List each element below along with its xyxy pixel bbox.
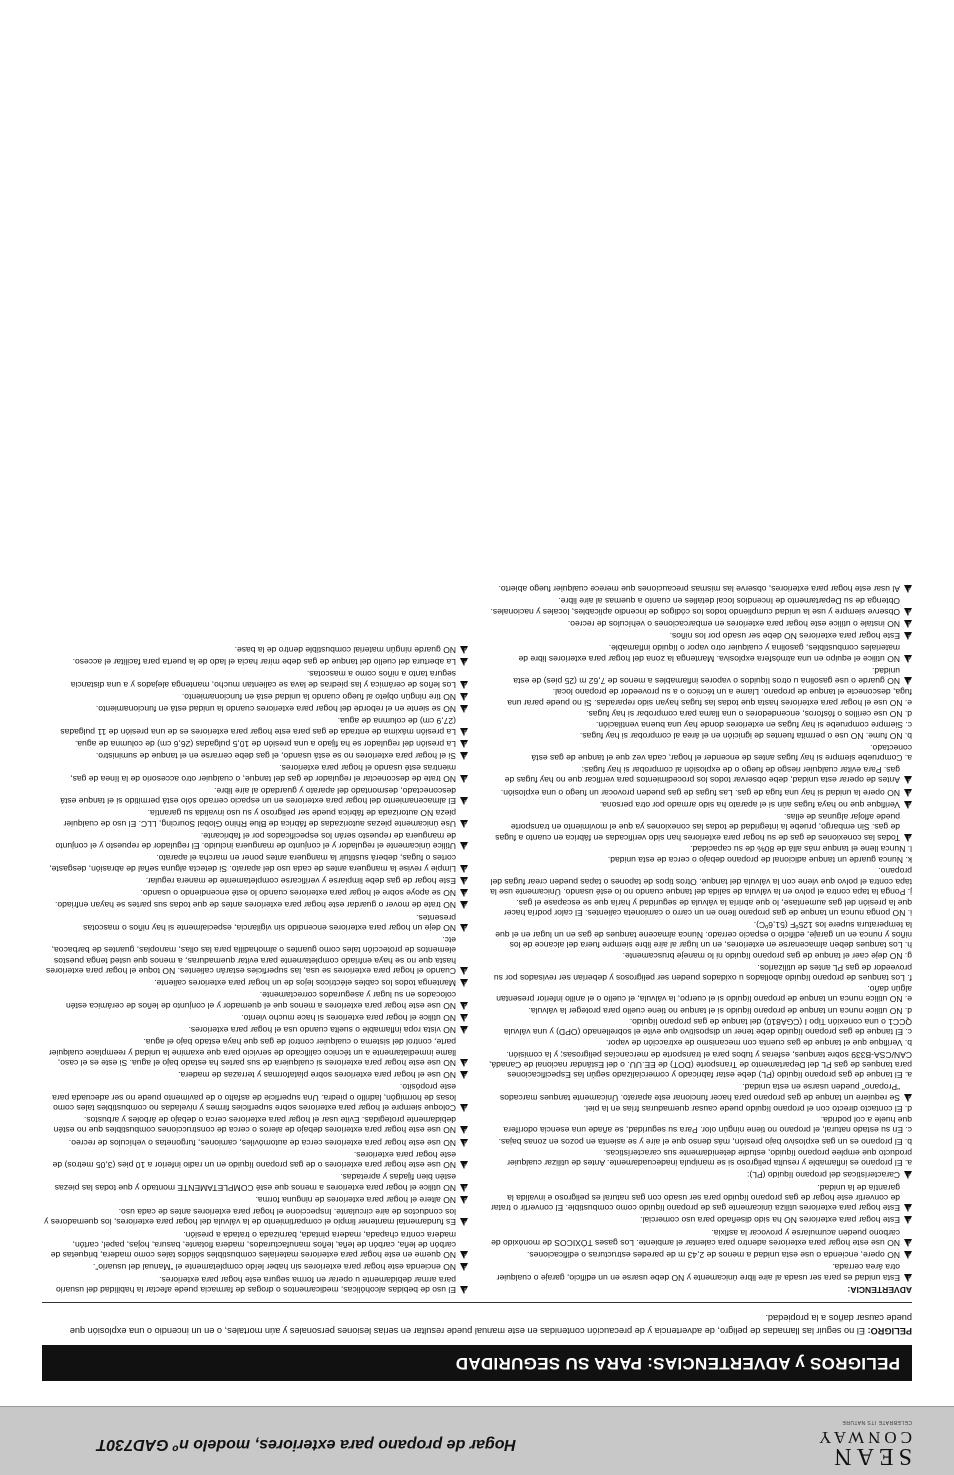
warning-text: NO guarde o use gasolina u otros líquidos o vapores inflamables a menos de 7,62 m (25 pies) de esta unidad. [513,666,900,687]
warning-text: Los leños de cerámica y las piedras de lava se calientan mucho, mantenga alejados y a una distancia segura tanto a niños como a mascotas. [70,669,456,690]
warning-text: NO se siente en el reborde del hogar para exteriores cuando la unidad está en funcionamiento. [95,704,456,715]
warning-text: Limpie y revise la manguera antes de cada uso del aparato. Si detecta alguna señal de abrasión, desgaste, cortes o fugas, deberá sustituir la manguera antes poner en marcha el aparato. [49,853,456,874]
brand-logo [814,1413,912,1469]
warning-item [44,808,468,829]
warning-item [488,1215,912,1225]
warning-item [44,1172,468,1193]
warning-triangle-icon [460,1059,468,1067]
warning-item [488,1170,912,1180]
warning-item [44,1262,468,1272]
warning-triangle-icon [904,1239,912,1247]
warning-text: NO use el hogar para exteriores sobre plataformas y terrazas de madera. [178,1070,456,1081]
warning-triangle-icon [904,789,912,797]
warning-item [44,935,468,976]
warning-triangle-icon [460,693,468,701]
warning-text: i. NO ponga nunca un tanque de gas propano lleno en un carro o camioneta calientes. El calor podría hacer que la presión del gas aumentase, lo que abriría la válvula de seguridad y haría que se escapase el gas. [503,898,912,919]
warning-triangle-icon [460,924,468,932]
warning-triangle-icon [904,777,912,785]
warning-text: La presión máxima de entrada de gas para este hogar para exteriores es de una presión de 11 pulgadas (27,9 cm) de columna de agua. [60,716,456,737]
warning-item [44,669,468,690]
warning-triangle-icon [904,632,912,640]
warning-text: Al usar este hogar para exteriores, observe las mismas precauciones que merece cualquier fuego abierto. [498,584,900,595]
warning-subitem [488,1148,912,1169]
warning-text: Mantenga todos los cables eléctricos lejos de un hogar para exteriores caliente. [154,978,456,989]
warning-triangle-icon [904,1251,912,1259]
warning-item [44,900,468,910]
warning-subitem [488,844,912,854]
warning-item [44,990,468,1011]
warning-subitem [488,963,912,984]
warning-text: NO queme en este hogar para exteriores materiales combustibles sólidos tales como madera, briquetas de carbón de leña, carbón de leña, leños manufacturados, madera flotante, basura, hojas, papel, cartón, madera contra chapada, madera pintada, barnizada o tratada a presión. [50,1229,456,1261]
warning-item [44,692,468,702]
warning-text: NO utilice el hogar para exteriores a menos que esté COMPLETAMENTE montado y que todas las piezas estén bien fijadas y apretadas. [54,1172,456,1193]
warning-triangle-icon [460,740,468,748]
warning-item [488,1262,912,1283]
warning-item [44,751,468,761]
warning-text: k. Nunca guarde un tanque adicional de propano debajo o cerca de esta unidad. [607,855,912,866]
warning-text: c. Siempre compruebe si hay fugas en exteriores donde hay una buena ventilación. [596,720,912,731]
warning-item [44,1082,468,1113]
warning-text: c. El tanque de gas propano líquido debe tener un dispositivo que evite el sobrellenado (OPD) y una válvula QCC1 o una conexión Tipo I (CGA810) del tanque de gas propano líquido. [503,1017,912,1038]
warning-triangle-icon [904,1094,912,1102]
warning-text: La abertura del cuello del tanque de gas debe mirar hacia el lado de la puerta para facilitar el acceso. [72,657,456,668]
warning-text: NO use este hogar para exteriores o de gas propano líquido en un radio inferior a 10 pies (3,05 metros) de este hogar para exteriores. [52,1150,456,1171]
warning-triangle-icon [904,1204,912,1212]
warning-triangle-icon [460,820,468,828]
section-divider [42,1302,912,1303]
logo-wordmark-bottom: CONWAY [814,1428,912,1447]
warning-text: Si el hogar para exteriores no se está usando, el gas debe cerrarse en el tanque de suministro. [95,751,456,762]
warning-item [44,853,468,874]
warning-text: h. Los tanques deben almacenarse en exteriores, en un lugar al aire libre siempre fuera del alcance de los niños y nunca en un garaje, edificio o espacio cerrado. Nunca almacene tanques de gas en un lugar en el que la temperatura supere los 125ºF (51,6ºC). [495,919,912,951]
warning-triangle-icon [460,646,468,654]
warning-text: NO altere el hogar para exteriores de ninguna forma. [255,1195,456,1205]
warning-triangle-icon [904,620,912,628]
warning-item [44,888,468,898]
warning-text: e. NO utilice nunca un tanque de propano líquido si el cuerpo, la válvula, el cuello o el anillo inferior presentan algún daño. [496,984,912,1005]
warning-item [44,657,468,667]
warning-triangle-icon [460,1196,468,1204]
warning-text: a. El propano es inflamable y resulta peligroso si se manipula inadecuadamente. Antes de utilizar cualquier producto que emplee propano líquido, estudie detenidamente sus características. [507,1148,912,1169]
warning-heading: ADVERTENCIA: [847,1285,912,1295]
warning-triangle-icon [460,1264,468,1272]
warning-triangle-icon [904,1217,912,1225]
warning-triangle-icon [460,902,468,910]
warning-text: NO guarde ningún material combustible dentro de la base. [234,645,456,655]
warning-triangle-icon [460,1026,468,1034]
danger-label: PELIGRO: [867,1326,912,1336]
warning-text: NO use este hogar para exteriores adentro para calentar el ambiente. Los gases TÓXICOS de monóxido de carbono pueden acumularse y provocar la asfixia. [491,1227,900,1248]
warning-text: l. Nunca llene el tanque más allá de 80% de su capacidad. [690,844,912,854]
warning-subitem [488,984,912,1005]
danger-text: El no seguir las llamadas de peligro, de advertencia y de precaución contenidas en este manual puede resultar en serias lesiones personales y aún mortales, o en un incendio o una explosión que puede causar daños a la propiedad. [69,1313,912,1336]
warning-triangle-icon [460,1104,468,1112]
warning-subitem [488,743,912,764]
warning-subitem [488,1115,912,1136]
warning-item [44,1013,468,1023]
warning-text: a. El tanque de gas propano líquido (PL) debe estar fabricado y comercializado según las Especificaciones para tanques de gas PL del Departamento de Transporte (DOT) de EE.UU. o del Estándar nacional de Canadá, CAN/CSA-B339 sobre tanques, esferas y tubos para el transporte de mercancías peligrosas; y la comisión. [488,1049,912,1081]
warning-triangle-icon [460,1071,468,1079]
warning-triangle-icon [460,681,468,689]
warning-text: NO use este hogar para exteriores cerca de automóviles, camiones, furgonetas o vehículos de recreo. [68,1137,456,1148]
warning-item [488,596,912,617]
warning-triangle-icon [460,728,468,736]
warning-text: NO utilice el equipo en una atmósfera explosiva. Mantenga la zona del hogar para exteriores libre de materiales combustibles, gasolina y cualquier otro vapor o líquido inflamable. [518,643,900,664]
warning-item [44,716,468,737]
warning-text: NO use este hogar para exteriores a menos que el quemador y el conjunto de leños de cerámica estén colocados en su lugar y asegurados correctamente. [65,990,456,1011]
warning-text: NO vista ropa inflamable o suelta cuando usa el hogar para exteriores. [188,1025,456,1036]
warning-item [44,1115,468,1136]
warning-triangle-icon [460,1139,468,1147]
warning-triangle-icon [460,658,468,666]
warning-subitem [488,720,912,730]
warning-text: NO tire ningún objeto al fuego cuando la unidad está en funcionamiento. [181,692,456,702]
warning-triangle-icon [460,1002,468,1010]
warning-text: c. En su estado natural, el propano no tiene ningún olor. Para su seguridad, se añade una esencia odorífera que huele a col podrida. [503,1115,912,1136]
warning-text: NO opere, encienda o use esta unidad a menos de 2,43 m de paredes estructuras o edificaciones. [527,1250,900,1261]
warning-item [488,1082,912,1103]
warnings-column-left [488,0,912,1295]
warning-triangle-icon [460,1219,468,1227]
logo-tagline: CELEBRATE ITS NATURE [841,1419,912,1425]
warning-item [44,831,468,852]
warning-subitem [488,855,912,865]
warning-text: Coloque siempre el hogar para exteriores sobre superficies firmes y niveladas no combustibles tales como losas de hormigón, ladrillo o piedra. Una superficie de asfalto o de pavimento puede no ser adecuada para este propósito. [52,1082,456,1113]
warning-subitem [488,1137,912,1147]
warning-subitem [488,731,912,741]
warning-subitem [488,687,912,708]
warning-text: Antes de operar esta unidad, debe observar todos los procedimientos para verificar que no hay fugas de gas. Para evitar cualquier riesgo de fuego o de explosión al comprobar si hay fugas: [504,765,900,786]
warning-item [44,786,468,807]
warning-item [44,763,468,784]
warning-item [488,584,912,594]
warning-text: Utilice únicamente el regulador y el conjunto de manguera incluido. El regulador de repuesto y el conjunto de manguera de repuesto serán los especificados por el fabricante. [55,831,456,852]
warning-triangle-icon [460,1251,468,1259]
warning-text: NO utilice el hogar para exteriores si hace mucho viento. [241,1013,456,1023]
warning-subitem [488,951,912,961]
warning-triangle-icon [904,585,912,593]
warning-triangle-icon [460,1286,468,1294]
warning-triangle-icon [460,842,468,850]
warning-text: d. NO utilice nunca un tanque de propano líquido si el tanque no tiene cuello para proteger la válvula. [528,1005,912,1016]
warning-text: NO instale o utilice este hogar para exteriores en embarcaciones o vehículos de recreo. [567,619,900,629]
warnings-column-right [44,0,468,1295]
warning-triangle-icon [460,865,468,873]
warning-item [488,800,912,810]
warning-text: El uso de bebidas alcohólicas, medicamentos o drogas de farmacia puede afectar la habilidad del usuario para armar debidamente u operar en forma segura este hogar para exteriores. [55,1274,456,1295]
warning-text: a. Compruebe siempre si hay fugas antes de encender el hogar, cada vez que el tanque de gas está conectado. [531,742,912,763]
warning-item [488,666,912,687]
warning-subitem [488,866,912,897]
warning-text: Observe siempre y use la unidad cumpliendo todos los códigos de incendio aplicables, locales y nacionales. Obtenga de su Departamento de Incendios local detalles en cuanto a quemas al aire libre. [490,596,900,617]
warning-text: NO opere la unidad si hay una fuga de gas. Las fugas de gas pueden provocar un fuego o una explosión. [500,787,900,798]
warning-item [44,1025,468,1035]
warning-text: Este hogar para exteriores utiliza únicamente gas de propano líquido como combustible. El convertir o tratar de convertir este hogar de gas propano líquido para ser usado con gas natural es peligroso e invalida la garantía de la unidad. [490,1182,900,1214]
warning-triangle-icon [460,979,468,987]
warning-text: b. Verifique que el tanque de gas cuenta con mecanismo de extracción de vapor. [606,1038,912,1049]
warning-subitem [488,1017,912,1038]
warning-text: La presión del regulador se ha fijado a una presión de 10,5 pulgadas (26,6 cm) de columna de agua. [74,739,456,749]
warning-item [44,1070,468,1080]
logo-wordmark-top: SEAN [829,1443,912,1469]
warning-triangle-icon [460,1161,468,1169]
warning-item [488,765,912,786]
warning-triangle-icon [904,801,912,809]
warning-text: Es fundamental mantener limpio el compartimiento de la válvula del hogar para exteriores, los quemadores y los conductos de aire circulante. Inspeccione el hogar para exteriores antes de cada uso. [44,1207,456,1228]
warning-text: Verifique que no haya fugas aún si el aparato ha sido armado por otra persona. [599,800,900,810]
warning-triangle-icon [460,1014,468,1022]
warning-text: Este hogar para exteriores NO ha sido diseñado para uso comercial. [640,1215,900,1226]
warning-triangle-icon [460,1184,468,1192]
warning-item [44,704,468,714]
warning-item [44,1275,468,1296]
warning-item [44,1037,468,1068]
warning-triangle-icon [904,1172,912,1180]
warning-text: j. Ponga la tapa contra el polvo en la válvula de salida del tanque cuando no lo esté usando. Únicamente use la tapa contra el polvo que viene con la válvula del tanque. Otros tipos de tapones o tapas pueden crear fugas del propano. [490,866,912,897]
warning-triangle-icon [460,889,468,897]
warning-triangle-icon [460,797,468,805]
warning-triangle-icon [904,655,912,663]
warning-text: Use únicamente piezas autorizadas de fábrica de Blue Rhino Global Sourcing, LLC. El uso de cualquier pieza NO autorizada de fábrica puede ser peligroso y su uso invalida su garantía. [63,808,456,829]
warning-text: Se requiere un tanque de gas propano para hacer funcionar este aparato. Únicamente tanques marcados “Propano” pueden usarse en esta unidad. [499,1082,900,1103]
warning-triangle-icon [904,608,912,616]
warning-text: d. NO use cerillos o fósforos, encendedores o una llama para comprobar si hay fugas. [586,709,912,719]
warning-text: Este hogar de gas debe limpiarse y verificarse completamente de manera regular. [145,876,456,886]
warning-item [488,1228,912,1249]
warning-item [44,913,468,934]
warning-triangle-icon [904,1274,912,1282]
document-title: Hogar de propano para exteriores, modelo nº GAD730T [96,1436,516,1453]
warning-text: Este hogar para exteriores NO debe ser usado por los niños. [669,631,900,642]
warning-subitem [488,1050,912,1081]
warning-triangle-icon [904,677,912,685]
warning-text: f. Los tanques de propano líquido abollados u oxidados pueden ser peligrosos y deberían ser revisados por su proveedor de gas PL antes de utilizarlos. [493,962,912,983]
warning-text: Características del propano líquido (PL): [747,1170,900,1181]
warning-item [488,643,912,664]
warning-triangle-icon [460,877,468,885]
warning-subitem [488,709,912,719]
warning-text: g. NO deje caer el tanque de gas propano líquido ni lo maneje bruscamente. [622,951,912,962]
warning-triangle-icon [460,705,468,713]
warning-item [44,739,468,749]
warning-item [44,1207,468,1228]
warning-item [44,1230,468,1261]
warning-item [44,1150,468,1171]
warning-subitem [488,1038,912,1048]
warning-text: NO deje un hogar para exteriores encendido sin vigilancia, especialmente si hay niños o mascotas presentes. [83,912,456,933]
warning-item [488,631,912,641]
warning-text: Esta unidad es para ser usada al aire libre únicamente y NO debe usarse en un edificio, garaje o cualquier otra área cerrada. [496,1262,900,1283]
danger-notice [42,1311,912,1337]
warning-item [488,1183,912,1214]
warning-text: NO use este hogar para exteriores si cualquiera de sus partes ha estado bajo el agua. Si este es el caso, llame inmediatamente a un técnico calificado de servicio para que examine la unidad y reemplace cualquier parte, control del sistema o cualquier control de gas que haya estado bajo el agua. [48,1037,456,1068]
warning-text: e. NO use el hogar para exteriores hasta que todas las fugas hayan sido reparadas. Si no puede parar una fuga, desconecte el tanque de propano. Llame a un técnico o a su proveedor de propano local. [507,687,912,708]
warning-triangle-icon [460,1127,468,1135]
warning-item [488,1250,912,1260]
warning-subitem [488,898,912,919]
warning-text: NO trate de desconectar el regulador de gas del tanque, o cualquier otro accesorio de la línea de gas, mientras esté usando el hogar para exteriores. [70,763,456,784]
warning-item [44,876,468,886]
warning-item [488,619,912,629]
warning-text: El almacenamiento del hogar para exteriores en un espacio cerrado sólo está permitido si el tanque está desconectado, desmontado del aparato y guardado al aire libre. [60,786,456,807]
warning-text: NO encienda este hogar para exteriores sin haber leído completamente el “Manual del usuario”. [93,1262,456,1273]
warning-text: Cuando el hogar para exteriores se usa, las superficies estarán calientes. NO toque el hogar para exteriores hasta que no se haya enfriado completamente para evitar quemaduras, a menos que usted tenga puestos elementos de protección tales como guantes o almohadilla para las ollas, manoplas, guantes de barbacoa, etc. [45,935,456,976]
warning-triangle-icon [460,967,468,975]
warning-text: NO se apoye sobre el hogar para exteriores cuando lo esté encendiendo o usando. [140,888,456,899]
warning-item [44,1195,468,1205]
warning-text: b. El propano es un gas explosivo bajo presión, más denso que el aire y se asienta en pozos en zonas bajas. [498,1136,912,1147]
warning-item [488,812,912,843]
safety-banner: PELIGROS y ADVERTENCIAS: PARA SU SEGURIDAD [42,1345,912,1381]
warning-text: NO use este hogar para exteriores debajo de aleros o cerca de construcciones combustibles que no estén debidamente protegidas. Evite usar el hogar para exteriores cerca o debajo de árboles y arbustos. [53,1115,456,1136]
warning-triangle-icon [904,834,912,842]
warning-text: Todas las conexiones de gas de su hogar para exteriores han sido verificadas en fábrica en cuanto a fugas de gas. Sin embargo, pruebe la integridad de todas las conexiones ya que el movimiento en transporte puede aflojar algunas de ellas. [495,812,900,843]
warning-text: NO trate de mover o guardar este hogar para exteriores antes de que todas sus partes se hayan enfriado. [55,900,456,911]
warning-item [44,1138,468,1148]
warning-triangle-icon [460,752,468,760]
warning-subitem [488,920,912,951]
warning-item [488,788,912,798]
warning-subitem [488,1006,912,1016]
warning-subitem [488,1104,912,1114]
warning-item [44,978,468,988]
page-header [0,1406,954,1475]
warning-text: b. NO fume. NO use o permita fuentes de ignición en el área al comprobar si hay fugas. [579,731,912,742]
warning-triangle-icon [460,775,468,783]
warning-text: d. El contacto directo con el propano líquido puede causar quemaduras frías en la piel. [583,1104,912,1114]
warning-item [44,645,468,655]
